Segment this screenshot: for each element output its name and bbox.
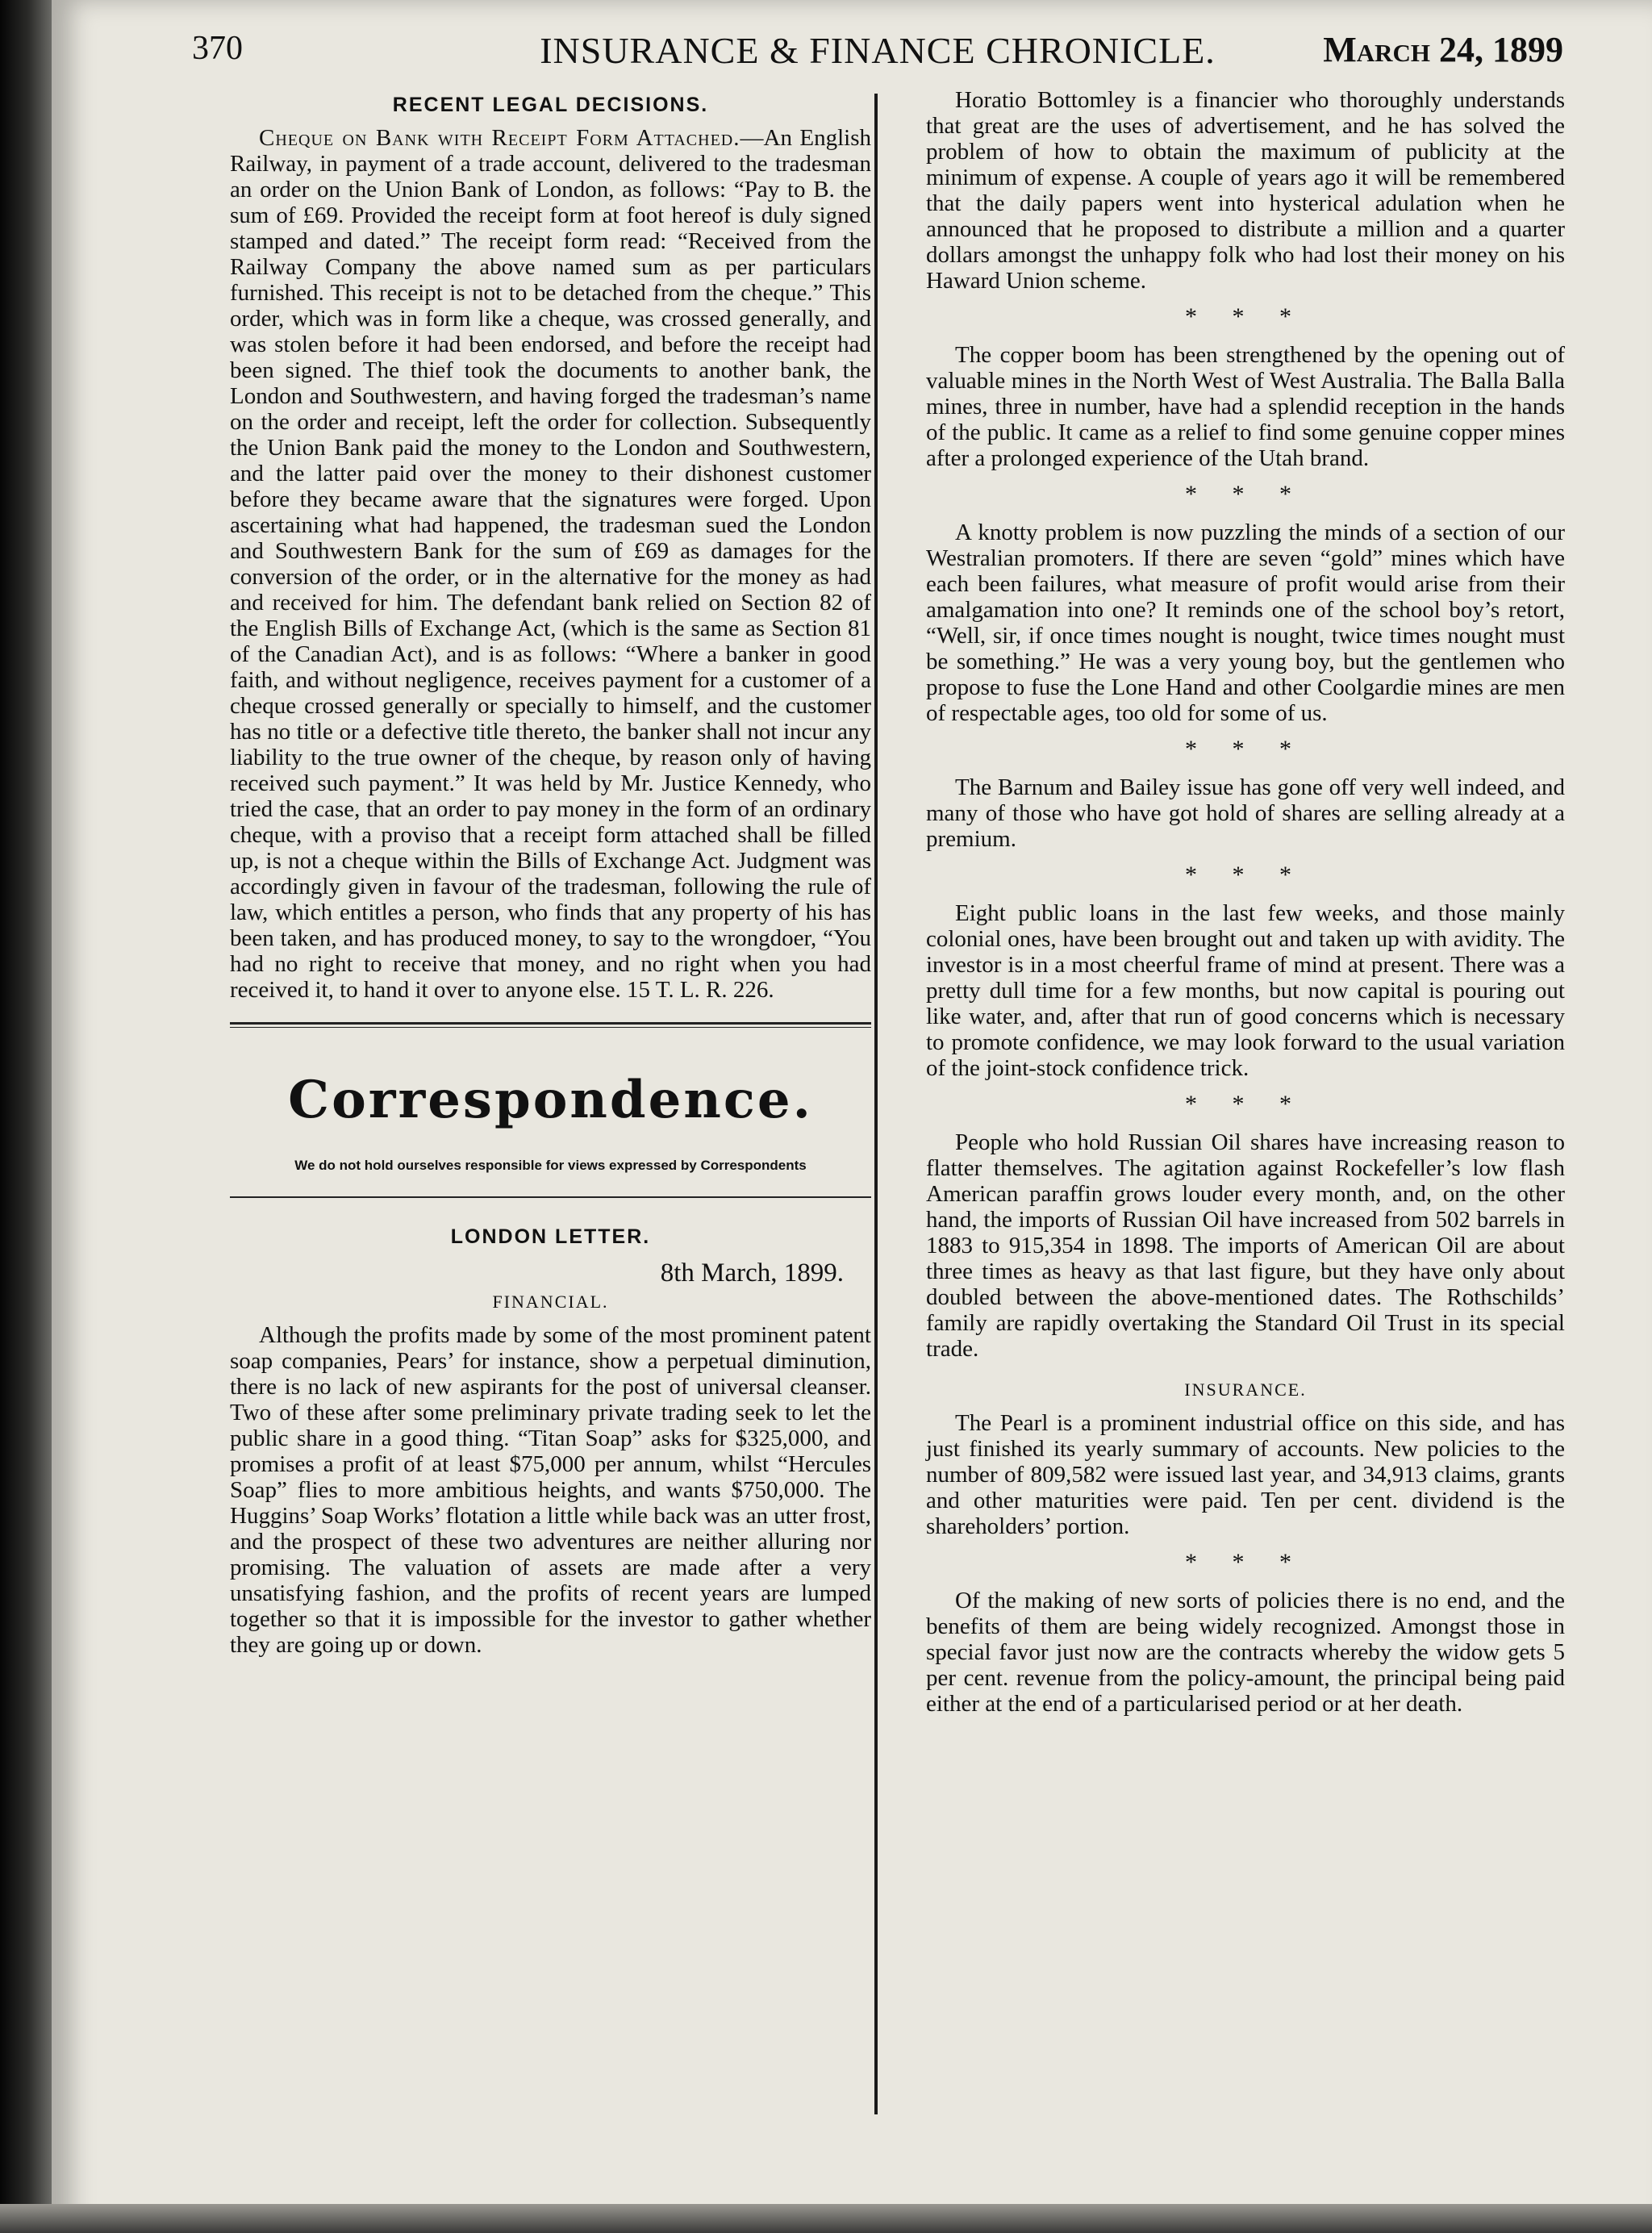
separator-stars: * * * (1185, 1549, 1306, 1576)
column-divider (874, 94, 878, 2114)
legal-decisions-heading: RECENT LEGAL DECISIONS. (392, 94, 709, 116)
section-divider (230, 1022, 871, 1028)
page-number: 370 (192, 30, 243, 67)
case-body: —An English Railway, in payment of a trade account, delivered to the tradesman an order on the Union Bank of London, as follows: “Pay to B. the sum of £69. Provided the receipt form at foot hereof is duly signed stamped and dated.” The receipt form read: “Received from the Railway Company the above named sum as per particulars furnished. This receipt is not to be detached from the cheque.” This order, which was in form like a cheque, was crossed generally, and was stolen before it had been endorsed, and before the receipt had been signed. The thief took the documents to another bank, the London and Southwestern, and having forged the tradesman’s name on the order and receipt, left the order for collection. Subsequently the Union Bank paid the money to the London and Southwestern, and the latter paid over the money to their dishonest customer before they became aware that the signatures were forged. Upon ascertaining what had happened, the tradesman sued the London and Southwestern Bank for the sum of £69 as damages for the conversion of the order, or in the alternative for the money as had and received for him. The defendant bank relied on Section 82 of the English Bills of Exchange Act, (which is the same as Section 81 of the Canadian Act), and is as follows: “Where a banker in good faith, and without negligence, receives payment for a customer of a cheque crossed generally or specially to himself, and the customer has no title or a defective title thereto, the banker shall not incur any liability to the true owner of the cheque, by reason only of having received such payment.” It was held by Mr. Justice Kennedy, who tried the case, that an order to pay money in the form of an ordinary cheque, with a proviso that a receipt form attached shall be filled up, is not a cheque within the Bills of Exchange Act. Judgment was accordingly given in favour of the tradesman, following the rule of law, which entitles a person, who finds that any property of his has been taken, and has produced money, to say to the wrongdoer, “You had no right to receive that money, and no right when you had received it, to hand it over to anyone else. (230, 125, 871, 1003)
insurance-heading: INSURANCE. (1184, 1379, 1307, 1400)
separator-stars: * * * (1185, 862, 1306, 888)
book-binding-shadow (0, 0, 52, 2233)
legal-case-paragraph (230, 125, 871, 1003)
correspondence-disclaimer: We do not hold ourselves responsible for views expressed by Correspondents (294, 1158, 807, 1173)
right-column (926, 87, 1565, 1717)
left-column (230, 87, 871, 1658)
case-title: Cheque on Bank with Receipt Form Attached. (259, 125, 740, 151)
page-bottom-edge (0, 2204, 1652, 2233)
separator-stars: * * * (1185, 481, 1306, 507)
london-letter-heading: LONDON LETTER. (450, 1225, 651, 1248)
separator-stars: * * * (1185, 1091, 1306, 1117)
westralian-paragraph: A knotty problem is now puzzling the minds of a section of our Westralian promoters. If there are seven “gold” mines which have each been failures, what measure of profit would arise from their amalgamation into one? It reminds one of the school boy’s retort, “Well, sir, if once times nought is nought, twice times nought must be something.” He was a very young boy, but the gentlemen who propose to fuse the Lone Hand and other Coolgardie mines are men of respectable ages, too old for some of us. (926, 520, 1565, 726)
russian-oil-paragraph: People who hold Russian Oil shares have increasing reason to flatter themselves. The agitation against Rockefeller’s low flash American paraffin grows louder every month, and, on the other hand, the imports of Russian Oil have increased from 502 barrels in 1883 to 915,354 in 1898. The imports of American Oil are about three times as heavy as that last figure, but they have only about doubled between the above-mentioned dates. The Rothschilds’ family are rapidly overtaking the Standard Oil Trust in its special trade. (926, 1129, 1565, 1362)
letter-date: 8th March, 1899. (660, 1258, 844, 1288)
financial-paragraph: Although the profits made by some of the most prominent patent soap companies, Pears’ for instance, show a perpetual diminution, there is no lack of new aspirants for the post of universal cleanser. Two of these after some preliminary private trading seek to let the public share in a good thing. “Titan Soap” asks for $325,000, and promises a profit of at least $75,000 per annum, whilst “Hercules Soap” flies to more ambitious heights, and wants $750,000. The Huggins’ Soap Works’ flotation a little while back was an utter frost, and the prospect of these two adventures are neither alluring nor promising. The valuation of assets are made after a very unsatisfying fashion, and the profits of recent years are lumped together so that it is impossible for the investor to gather whether they are going up or down. (230, 1322, 871, 1658)
copper-boom-paragraph: The copper boom has been strengthened by the opening out of valuable mines in the North West of West Australia. The Balla Balla mines, three in number, have had a splendid reception in the hands of the public. It came as a relief to find some genuine copper mines after a prolonged experience of the Utah brand. (926, 342, 1565, 471)
separator-stars: * * * (1185, 303, 1306, 330)
issue-date: March 24, 1899 (1323, 30, 1563, 69)
financial-heading: FINANCIAL. (492, 1292, 609, 1312)
separator-stars: * * * (1185, 736, 1306, 762)
pearl-paragraph: The Pearl is a prominent industrial office on this side, and has just finished its yearly summary of accounts. New policies to the number of 809,582 were issued last year, and 34,913 claims, grants and other maturities were paid. Ten per cent. dividend is the shareholders’ portion. (926, 1410, 1565, 1539)
journal-title: INSURANCE & FINANCE CHRONICLE. (540, 30, 1216, 71)
case-citation: 15 T. L. R. 226. (627, 977, 774, 1003)
new-policies-paragraph: Of the making of new sorts of policies there is no end, and the benefits of them are being widely recognized. Amongst those in special favor just now are the contracts whereby the widow gets 5 per cent. revenue from the policy-amount, the principal being paid either at the end of a particularised period or at her death. (926, 1588, 1565, 1717)
bottomley-paragraph: Horatio Bottomley is a financier who thoroughly understands that great are the uses of advertisement, and he has solved the problem of how to obtain the maximum of publicity at the minimum of expense. A couple of years ago it will be remembered that the daily papers went into hysterical adulation when he announced that he proposed to distribute a million and a quarter dollars amongst the unhappy folk who had lost their money on his Haward Union scheme. (926, 87, 1565, 294)
correspondence-masthead: Correspondence. (288, 1070, 813, 1130)
barnum-bailey-paragraph: The Barnum and Bailey issue has gone off very well indeed, and many of those who have got hold of shares are selling already at a premium. (926, 774, 1565, 852)
public-loans-paragraph: Eight public loans in the last few weeks, and those mainly colonial ones, have been brought out and taken up with avidity. The investor is in a most cheerful frame of mind at present. There was a pretty dull time for a few months, but now capital is pouring out like water, and, after that run of good concerns which is necessary to promote confidence, we may look forward to the usual variation of the joint-stock confidence trick. (926, 900, 1565, 1081)
page-header (192, 23, 1563, 79)
